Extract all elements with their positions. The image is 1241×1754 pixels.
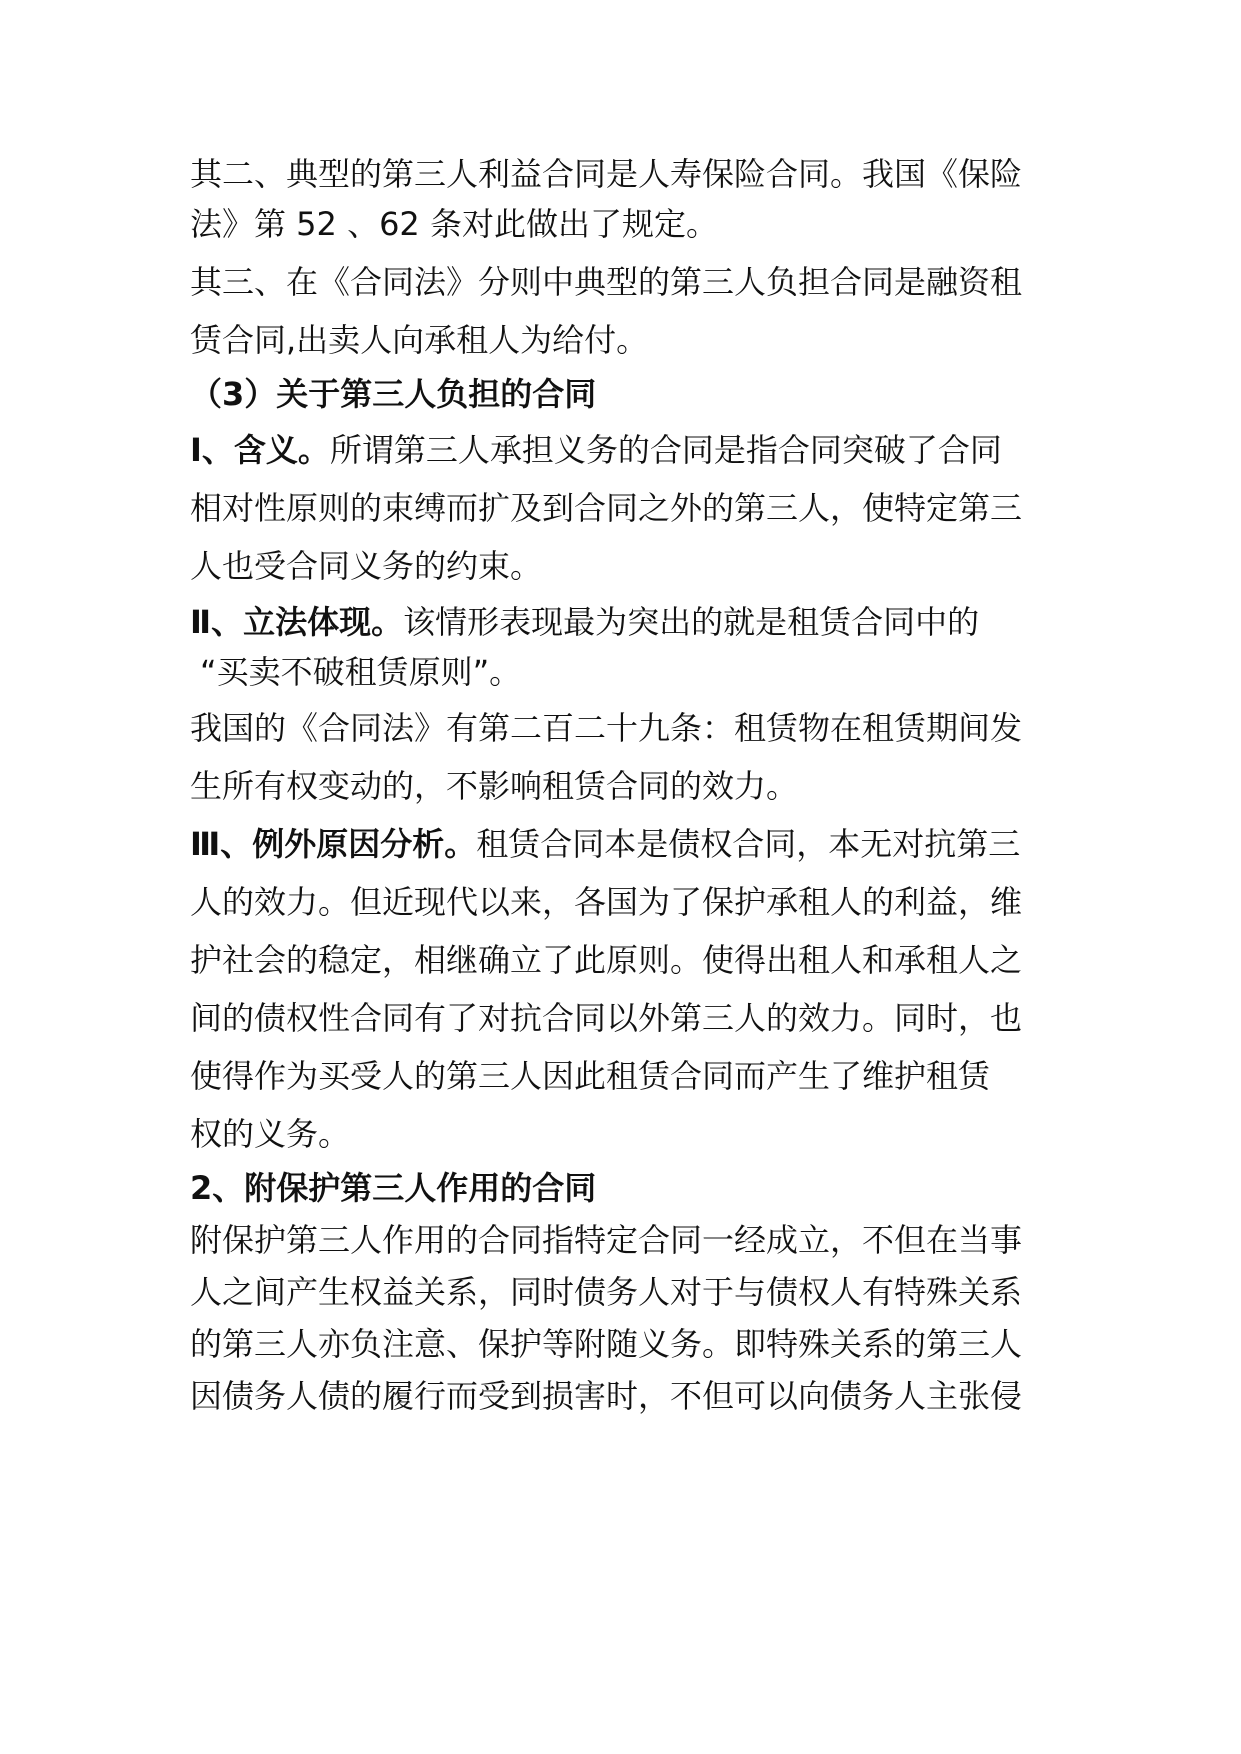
paragraph-line: “买卖不破租赁原则”。 [200, 653, 522, 691]
paragraph-line [190, 825, 1020, 863]
paragraph-line: 因债务人债的履行而受到损害时，不但可以向债务人主张侵 [190, 1377, 1023, 1415]
paragraph-line: 人也受合同义务的约束。 [190, 547, 543, 585]
paragraph-line: 权的义务。 [190, 1115, 351, 1153]
section-heading: （3）关于第三人负担的合同 [190, 375, 597, 413]
section-heading: 2、附保护第三人作用的合同 [190, 1169, 597, 1207]
subsection-label: Ⅱ、立法体现。 [190, 603, 404, 641]
subsection-text: 租赁合同本是债权合同，本无对抗第三 [476, 825, 1021, 863]
paragraph-line: 的第三人亦负注意、保护等附随义务。即特殊关系的第三人 [190, 1325, 1023, 1363]
paragraph-line: 我国的《合同法》有第二百二十九条：租赁物在租赁期间发 [190, 709, 1023, 747]
paragraph-line: 人之间产生权益关系，同时债务人对于与债权人有特殊关系 [190, 1273, 1023, 1311]
paragraph-line: 使得作为买受人的第三人因此租赁合同而产生了维护租赁 [190, 1057, 991, 1095]
paragraph-line: 相对性原则的束缚而扩及到合同之外的第三人，使特定第三 [190, 489, 1023, 527]
paragraph-line [190, 431, 1002, 469]
subsection-label: Ⅰ、含义。 [190, 431, 330, 469]
subsection-text: 所谓第三人承担义务的合同是指合同突破了合同 [329, 431, 1002, 469]
subsection-label: Ⅲ、例外原因分析。 [190, 825, 477, 863]
subsection-text: 该情形表现最为突出的就是租赁合同中的 [403, 603, 980, 641]
paragraph-line: 其三、在《合同法》分则中典型的第三人负担合同是融资租 [190, 263, 1023, 301]
paragraph-line: 附保护第三人作用的合同指特定合同一经成立，不但在当事 [190, 1221, 1023, 1259]
paragraph-line: 赁合同,出卖人向承租人为给付。 [190, 321, 649, 359]
paragraph-line: 人的效力。但近现代以来，各国为了保护承租人的利益，维 [190, 883, 1023, 921]
paragraph-line: 其二、典型的第三人利益合同是人寿保险合同。我国《保险 [190, 155, 1023, 193]
paragraph-line: 间的债权性合同有了对抗合同以外第三人的效力。同时，也 [190, 999, 1023, 1037]
paragraph-line [190, 603, 979, 641]
paragraph-line: 生所有权变动的，不影响租赁合同的效力。 [190, 767, 799, 805]
paragraph-line: 法》第 52 、62 条对此做出了规定。 [190, 205, 718, 243]
paragraph-line: 护社会的稳定，相继确立了此原则。使得出租人和承租人之 [190, 941, 1023, 979]
